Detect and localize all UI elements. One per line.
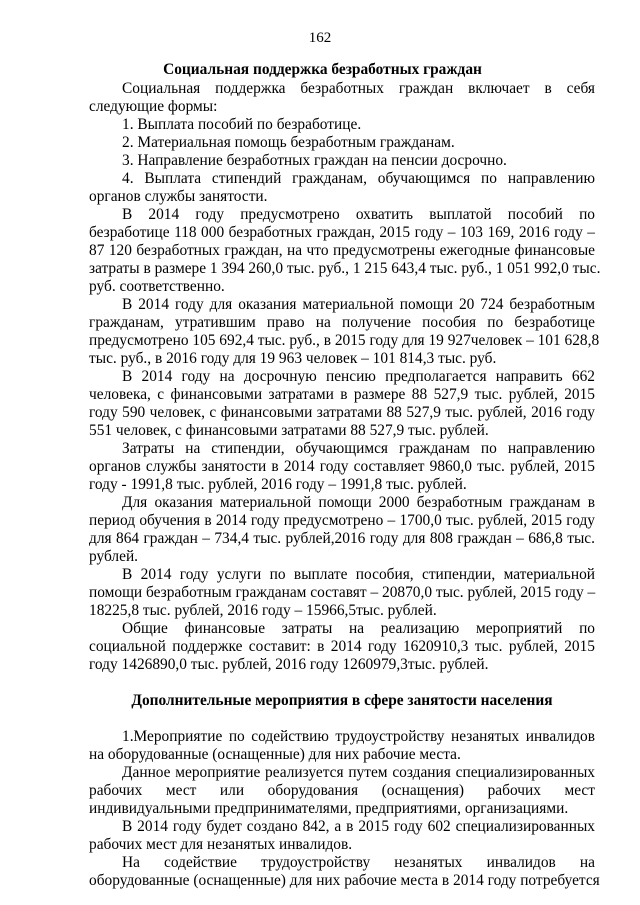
paragraph-line: 1.Мероприятие по содействию трудоустройству незанятых инвалидов: [122, 728, 595, 745]
paragraph-line: следующие формы:: [89, 98, 218, 115]
paragraph-line: 87 120 безработных граждан, на что предусмотрены ежегодные финансовые: [89, 242, 595, 259]
paragraph-line: предусмотрено 105 692,4 тыс. руб., в 2015 году для 19 927человек – 101 628,8: [89, 332, 600, 349]
section-heading: Дополнительные мероприятия в сфере занятости населения: [131, 692, 553, 709]
paragraph-line: рабочих мест или оборудования (оснащения) рабочих мест: [89, 782, 595, 799]
paragraph-line: органов службы занятости в 2014 году составляет 9860,0 тыс. рублей, 2015: [89, 458, 595, 475]
paragraph-line: В 2014 году услуги по выплате пособия, стипендии, материальной: [122, 566, 595, 583]
paragraph-line: В 2014 году будет создано 842, а в 2015 году 602 специализированных: [122, 818, 595, 835]
paragraph-line: безработице 118 000 безработных граждан, 2015 году – 103 169, 2016 году –: [89, 224, 595, 241]
paragraph-line: тыс. руб., в 2016 году для 19 963 человек – 101 814,3 тыс. руб.: [89, 350, 497, 367]
paragraph-line: 551 человек, с финансовыми затратами 88 527,9 тыс. рублей.: [89, 422, 489, 439]
paragraph-line: человека, с финансовыми затратами в размере 88 527,9 тыс. рублей, 2015: [89, 386, 595, 403]
list-item: 1. Выплата пособий по безработице.: [122, 116, 362, 133]
paragraph-line: В 2014 году на досрочную пенсию предполагается направить 662: [122, 368, 595, 385]
section-heading: Социальная поддержка безработных граждан: [163, 61, 482, 78]
paragraph-line: социальной поддержке составит: в 2014 году 1620910,3 тыс. рублей, 2015: [89, 638, 595, 655]
list-item: 4. Выплата стипендий гражданам, обучающимся по направлению: [122, 170, 595, 187]
paragraph-line: помощи безработным гражданам составят – 20870,0 тыс. рублей, 2015 году –: [89, 584, 596, 601]
list-item: 3. Направление безработных граждан на пенсии досрочно.: [122, 152, 507, 169]
paragraph-line: 18225,8 тыс. рублей, 2016 году – 15966,5тыс. рублей.: [89, 602, 437, 619]
page-number: 162: [308, 30, 332, 46]
paragraph-line: Для оказания материальной помощи 2000 безработным гражданам в: [122, 494, 595, 511]
paragraph-line: В 2014 году предусмотрено охватить выплатой пособий по: [122, 206, 595, 223]
paragraph-line: затраты в размере 1 394 260,0 тыс. руб., 1 215 643,4 тыс. руб., 1 051 992,0 тыс.: [89, 260, 601, 277]
paragraph-line: руб. соответственно.: [89, 278, 225, 295]
paragraph-line: оборудованные (оснащенные) для них рабочие места в 2014 году потребуется: [89, 872, 600, 889]
list-item: 2. Материальная помощь безработным гражданам.: [122, 134, 455, 151]
paragraph-line: для 864 граждан – 734,4 тыс. рублей,2016 году для 808 граждан – 686,8 тыс.: [89, 530, 595, 547]
paragraph-line: году 1426890,0 тыс. рублей, 2016 году 1260979,3тыс. рублей.: [89, 656, 489, 673]
paragraph-line: индивидуальными предпринимателями, предприятиями, организациями.: [89, 800, 569, 817]
paragraph-line: рабочих мест для незанятых инвалидов.: [89, 836, 353, 853]
paragraph-line: Социальная поддержка безработных граждан включает в себя: [122, 80, 595, 97]
paragraph-line: на оборудованные (оснащенные) для них рабочие места.: [89, 746, 461, 763]
paragraph-line: рублей.: [89, 548, 139, 565]
paragraph-line: Затраты на стипендии, обучающимся гражданам по направлению: [122, 440, 595, 457]
paragraph-line: В 2014 году для оказания материальной помощи 20 724 безработным: [122, 296, 595, 313]
paragraph-line: году - 1991,8 тыс. рублей, 2016 году – 1991,8 тыс. рублей.: [89, 476, 467, 493]
paragraph-line: гражданам, утратившим право на получение пособия по безработице: [89, 314, 595, 331]
paragraph-line: органов службы занятости.: [89, 188, 268, 205]
paragraph-line: Данное мероприятие реализуется путем создания специализированных: [122, 764, 595, 781]
paragraph-line: период обучения в 2014 году предусмотрено – 1700,0 тыс. рублей, 2015 году: [89, 512, 595, 529]
paragraph-line: На содействие трудоустройству незанятых инвалидов на: [122, 854, 595, 871]
paragraph-line: Общие финансовые затраты на реализацию мероприятий по: [122, 620, 595, 637]
paragraph-line: году 590 человек, с финансовыми затратами 88 527,9 тыс. рублей, 2016 году: [89, 404, 595, 421]
